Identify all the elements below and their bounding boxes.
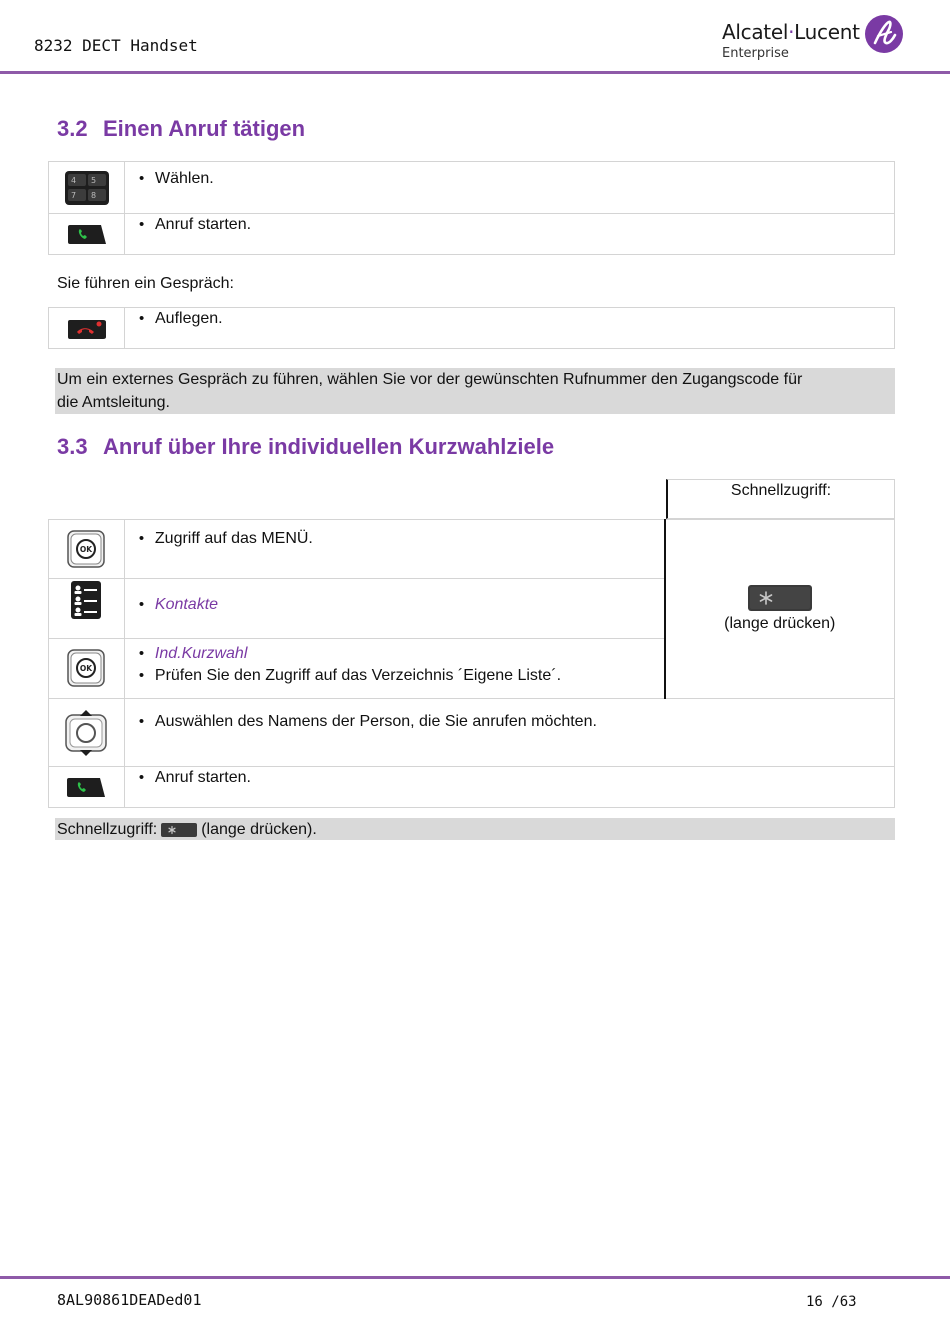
- quick-access-header-text: Schnellzugriff:: [730, 482, 832, 499]
- instruction-start-call: Anruf starten.: [154, 769, 251, 786]
- document-header-title: 8232 DECT Handset: [34, 36, 198, 55]
- section-title: Einen Anruf tätigen: [103, 116, 306, 141]
- icon-cell: [49, 308, 125, 349]
- instruction-start-call: Anruf starten.: [155, 216, 252, 233]
- quick-access-cell: [665, 520, 895, 699]
- text-cell: • Kontakte: [124, 579, 664, 639]
- document-id: 8AL90861DEADed01: [57, 1291, 202, 1309]
- table-row: [49, 214, 895, 255]
- text-cell: • Zugriff auf das MENÜ.: [124, 520, 664, 579]
- instruction-hang-up: Auflegen.: [155, 310, 223, 327]
- table-row: [49, 520, 895, 579]
- icon-cell: [49, 767, 125, 808]
- icon-cell: [49, 214, 125, 255]
- table-row: [49, 767, 895, 808]
- text-cell: • Anruf starten.: [124, 767, 894, 808]
- note-suffix: (lange drücken).: [201, 821, 317, 838]
- contacts-icon: [71, 581, 101, 619]
- menu-item-speed-dial: Ind.Kurzwahl: [154, 645, 248, 662]
- icon-cell: [49, 162, 125, 214]
- note-box-external-call: [55, 368, 895, 414]
- svg-text:4: 4: [70, 176, 76, 185]
- section-number: 3.2: [57, 116, 88, 141]
- menu-item-contacts: Kontakte: [154, 596, 219, 613]
- instruction-table-call: [48, 161, 895, 255]
- logo-mark-icon: [864, 14, 904, 54]
- company-logo: [722, 14, 907, 66]
- quick-access-header: [666, 479, 895, 519]
- section-title: Anruf über Ihre individuellen Kurzwahlziele: [103, 434, 555, 459]
- table-row: [49, 699, 895, 767]
- call-green-icon: [66, 778, 106, 798]
- logo-brand-text: Alcatel·Lucent: [722, 20, 860, 44]
- paragraph-in-call: Sie führen ein Gespräch:: [57, 275, 234, 292]
- instruction-open-menu: Zugriff auf das MENÜ.: [154, 530, 313, 547]
- page-number: 16 /63: [806, 1294, 857, 1310]
- ok-button-icon: [67, 530, 105, 568]
- instruction-table-speed-dial: [48, 519, 895, 808]
- svg-text:OK: OK: [80, 664, 93, 673]
- text-cell: • Auflegen.: [125, 308, 895, 349]
- note-prefix: Schnellzugriff:: [57, 821, 158, 838]
- logo-subtitle: Enterprise: [722, 46, 789, 61]
- text-cell: • Anruf starten.: [125, 214, 895, 255]
- text-cell: • Auswählen des Namens der Person, die Sie anrufen möchten.: [124, 699, 894, 767]
- icon-cell: [49, 579, 125, 639]
- svg-text:5: 5: [90, 176, 96, 185]
- quick-access-label: (lange drücken): [724, 615, 836, 632]
- svg-text:8: 8: [90, 191, 96, 200]
- section-number: 3.3: [57, 434, 88, 459]
- note-text-line: Um ein externes Gespräch zu führen, wählen Sie vor der gewünschten Rufnummer den Zugangscode für: [57, 371, 803, 388]
- footer-divider: [0, 1276, 950, 1279]
- keypad-icon: [65, 171, 109, 205]
- svg-text:OK: OK: [80, 545, 93, 554]
- icon-cell: [49, 520, 125, 579]
- svg-text:7: 7: [70, 191, 76, 200]
- instruction-check-access: Prüfen Sie den Zugriff auf das Verzeichnis ´Eigene Liste´.: [154, 667, 562, 684]
- instruction-table-hangup: [48, 307, 895, 349]
- section-heading-3-3: [57, 434, 554, 460]
- text-cell: • Wählen.: [125, 162, 895, 214]
- header-divider: [0, 71, 950, 74]
- section-heading-3-2: [57, 116, 305, 142]
- icon-cell: [49, 699, 125, 767]
- note-box-quick-access: [55, 818, 895, 840]
- icon-cell: [49, 639, 125, 699]
- star-key-icon: [748, 585, 812, 611]
- table-row: [49, 308, 895, 349]
- instruction-dial: Wählen.: [155, 170, 214, 187]
- hangup-red-icon: [67, 318, 107, 340]
- instruction-select-name: Auswählen des Namens der Person, die Sie anrufen möchten.: [154, 713, 597, 730]
- text-cell: • Ind.Kurzwahl • Prüfen Sie den Zugriff auf das Verzeichnis ´Eigene Liste´.: [124, 639, 664, 699]
- star-key-icon: [161, 823, 197, 837]
- note-text-line: die Amtsleitung.: [57, 394, 170, 411]
- call-green-icon: [67, 225, 107, 245]
- navigator-icon: [65, 710, 107, 756]
- table-row: [49, 162, 895, 214]
- ok-button-icon: [67, 649, 105, 687]
